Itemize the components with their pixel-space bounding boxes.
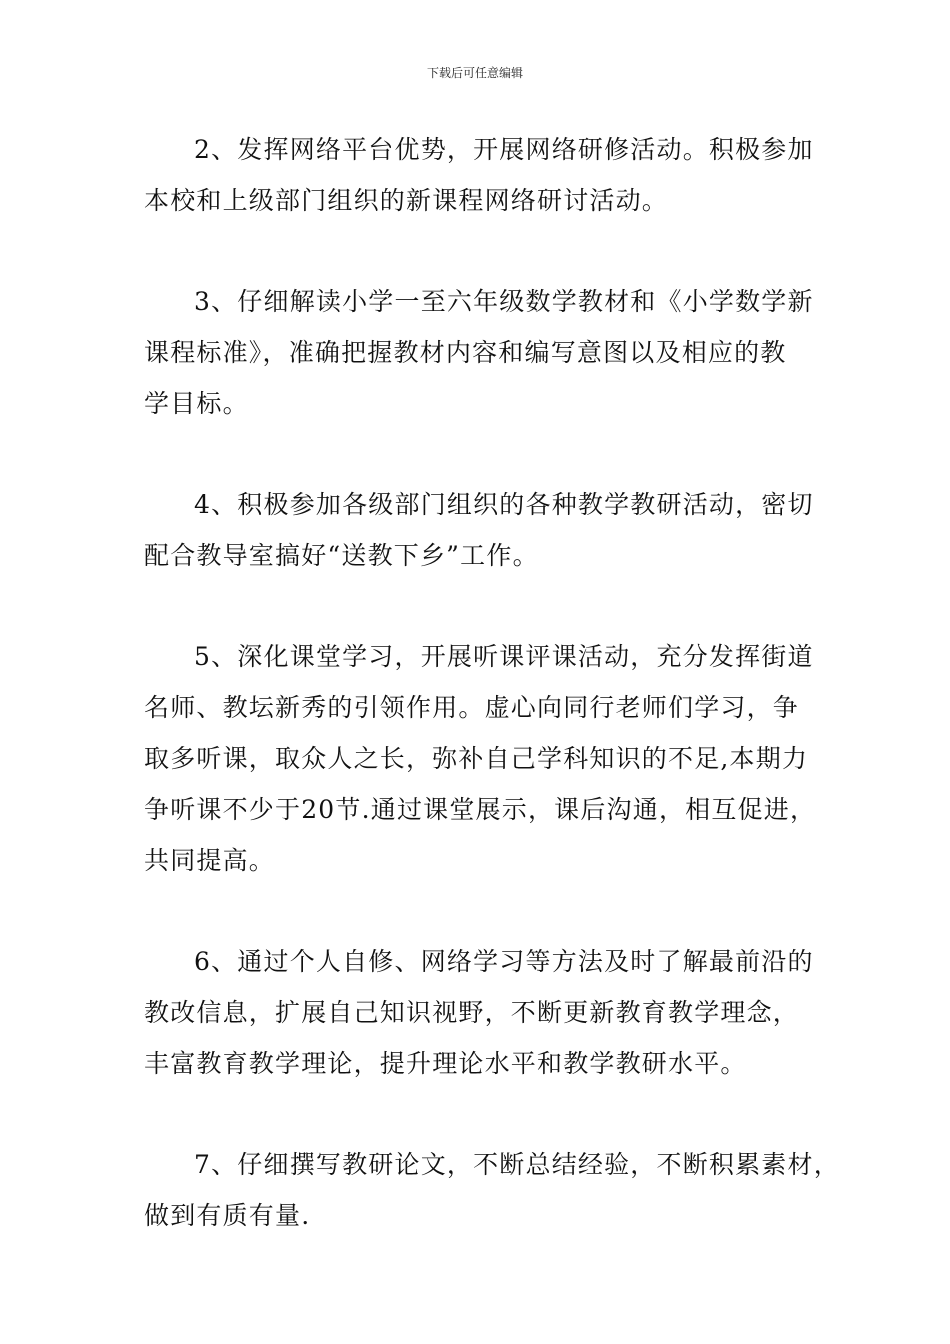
paragraph-line: 3、仔细解读小学一至六年级数学教材和《小学数学新 (194, 287, 814, 316)
paragraph-line: 取多听课，取众人之长，弥补自己学科知识的不足,本期力 (144, 744, 809, 773)
paragraph-item-6 (144, 936, 814, 1089)
document-body (144, 124, 840, 1241)
paragraph-line: 名师、教坛新秀的引领作用。虚心向同行老师们学习，争 (144, 693, 800, 722)
paragraph-line: 本校和上级部门组织的新课程网络研讨活动。 (144, 186, 669, 215)
paragraph-line: 6、通过个人自修、网络学习等方法及时了解最前沿的 (194, 947, 814, 976)
paragraph-line: 2、发挥网络平台优势，开展网络研修活动。积极参加 (194, 135, 814, 164)
paragraph-line: 共同提高。 (144, 846, 276, 875)
paragraph-line: 5、深化课堂学习，开展听课评课活动，充分发挥街道 (194, 642, 814, 671)
page-header: 下载后可任意编辑 (426, 66, 523, 80)
paragraph-item-5 (144, 631, 817, 886)
paragraph-line: 课程标准》，准确把握教材内容和编写意图以及相应的教 (144, 338, 787, 367)
paragraph-line: 学目标。 (144, 389, 249, 418)
paragraph-line: 配合教导室搞好“送教下乡”工作。 (144, 541, 539, 570)
paragraph-item-4 (144, 479, 814, 581)
paragraph-line: 4、积极参加各级部门组织的各种教学教研活动，密切 (194, 490, 814, 519)
paragraph-item-3 (144, 276, 814, 429)
paragraph-line: 教改信息，扩展自己知识视野，不断更新教育教学理念， (144, 998, 800, 1027)
paragraph-line: 争听课不少于20节.通过课堂展示，课后沟通，相互促进， (144, 795, 817, 824)
paragraph-line: 丰富教育教学理论，提升理论水平和教学教研水平。 (144, 1049, 747, 1078)
paragraph-line: 做到有质有量. (144, 1201, 311, 1230)
paragraph-line: 7、仔细撰写教研论文，不断总结经验，不断积累素材， (194, 1150, 840, 1179)
paragraph-item-2 (144, 124, 814, 226)
paragraph-item-7 (144, 1139, 840, 1241)
